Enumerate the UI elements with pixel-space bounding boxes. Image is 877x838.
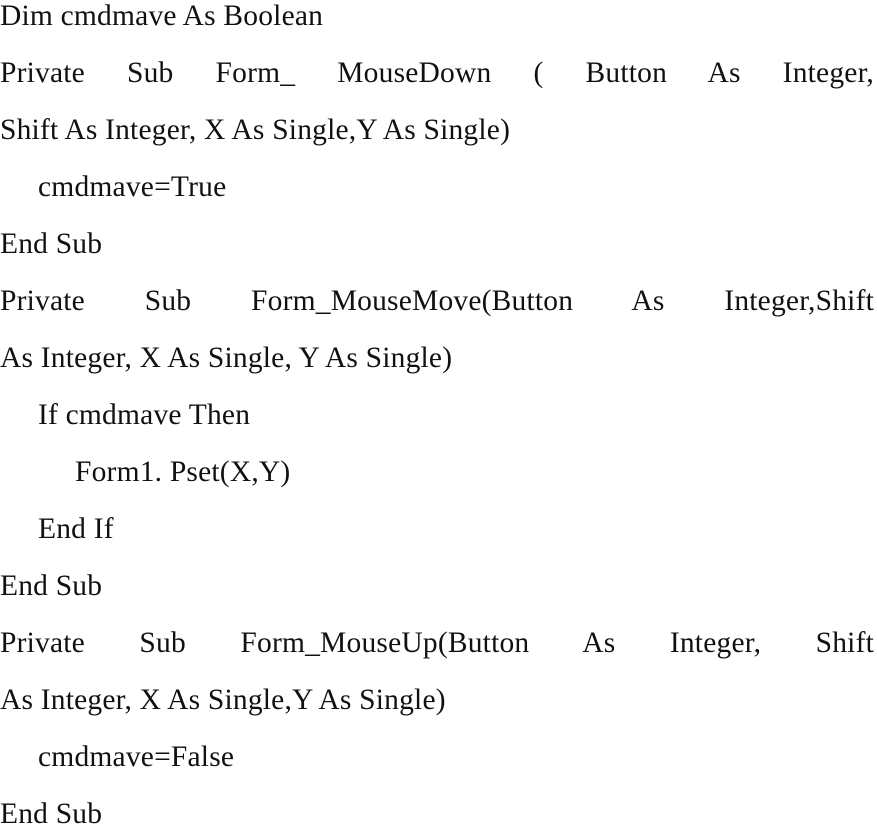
code-line: Form1. Pset(X,Y) [75, 456, 291, 488]
code-line: If cmdmave Then [38, 399, 251, 431]
code-line: Dim cmdmave As Boolean [0, 0, 324, 32]
code-line: Private Sub Form_MouseUp(Button As Integer, Shift [0, 627, 874, 659]
code-line: Private Sub Form_MouseMove(Button As Integer,Shift [0, 285, 874, 317]
code-line: As Integer, X As Single,Y As Single) [0, 684, 446, 716]
code-line: cmdmave=True [38, 171, 227, 203]
code-line: Private Sub Form_ MouseDown ( Button As Integer, [0, 57, 874, 89]
code-line: End Sub [0, 570, 103, 602]
code-line: End If [38, 513, 114, 545]
code-line: cmdmave=False [38, 741, 235, 773]
code-line: End Sub [0, 228, 103, 260]
code-line: As Integer, X As Single, Y As Single) [0, 342, 453, 374]
code-line: End Sub [0, 798, 103, 830]
code-line: Shift As Integer, X As Single,Y As Single) [0, 114, 511, 146]
